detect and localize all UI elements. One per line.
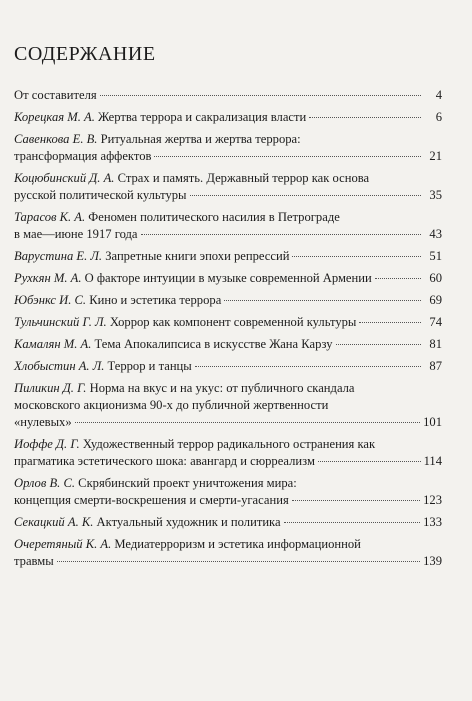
dot-leader xyxy=(292,256,421,257)
toc-entry xyxy=(14,170,442,204)
dot-leader xyxy=(141,234,422,235)
toc-page-number: 21 xyxy=(429,149,442,163)
toc-author: Рухкян М. А. xyxy=(14,271,82,285)
toc-entry-last-line xyxy=(14,292,442,309)
toc-entry xyxy=(14,270,442,287)
toc-entry-last-line xyxy=(14,514,442,531)
toc-entry xyxy=(14,292,442,309)
toc-entry-text xyxy=(14,453,315,470)
dot-leader xyxy=(195,366,421,367)
toc-title-text: прагматика эстетического шока: авангард и сюрреализм xyxy=(14,454,315,468)
toc-entry-last-line xyxy=(14,336,442,353)
toc-entry-text xyxy=(14,514,281,531)
table-of-contents xyxy=(14,87,442,570)
toc-entry-line xyxy=(14,397,442,414)
toc-title-text: в мае—июне 1917 года xyxy=(14,227,138,241)
toc-page-number: 4 xyxy=(435,88,442,102)
toc-title-text: Художественный террор радикального остранения как xyxy=(79,437,376,451)
toc-entry-last-line xyxy=(14,87,442,104)
toc-page-number: 139 xyxy=(423,554,442,568)
toc-title-text: Актуальный художник и политика xyxy=(93,515,281,529)
toc-entry xyxy=(14,109,442,126)
toc-author: Пиликин Д. Г. xyxy=(14,381,87,395)
toc-entry xyxy=(14,536,442,570)
toc-author: Тарасов К. А. xyxy=(14,210,86,224)
toc-entry-text xyxy=(14,270,372,287)
toc-title-text: Феномен политического насилия в Петрограде xyxy=(85,210,340,224)
dot-leader xyxy=(318,461,421,462)
toc-entry-last-line xyxy=(14,358,442,375)
toc-title-text: От составителя xyxy=(14,88,97,102)
toc-entry xyxy=(14,314,442,331)
dot-leader xyxy=(292,500,420,501)
toc-page-number: 69 xyxy=(429,293,442,307)
dot-leader xyxy=(57,561,420,562)
toc-author: Иоффе Д. Г. xyxy=(14,437,80,451)
toc-entry-line xyxy=(14,536,442,553)
dot-leader xyxy=(309,117,421,118)
toc-page-number: 81 xyxy=(429,337,442,351)
toc-page-number: 60 xyxy=(429,271,442,285)
toc-title-text: Жертва террора и сакрализация власти xyxy=(94,110,307,124)
toc-entry-last-line xyxy=(14,453,442,470)
dot-leader xyxy=(336,344,421,345)
toc-title-text: О факторе интуиции в музыке современной Армении xyxy=(81,271,372,285)
toc-entry-text xyxy=(14,187,187,204)
toc-entry xyxy=(14,248,442,265)
toc-title-text: «нулевых» xyxy=(14,415,72,429)
toc-title-text: Хоррор как компонент современной культуры xyxy=(106,315,357,329)
toc-title-text: Террор и танцы xyxy=(104,359,192,373)
dot-leader xyxy=(224,300,421,301)
toc-entry xyxy=(14,380,442,431)
toc-author: Корецкая М. А. xyxy=(14,110,95,124)
toc-entry-text xyxy=(14,248,289,265)
toc-page-number: 101 xyxy=(423,415,442,429)
toc-page-number: 6 xyxy=(435,110,442,124)
toc-title-text: трансформация аффектов xyxy=(14,149,152,163)
toc-entry xyxy=(14,514,442,531)
toc-entry-text xyxy=(14,292,221,309)
toc-author: Секацкий А. К. xyxy=(14,515,94,529)
toc-entry-text xyxy=(14,553,54,570)
toc-title-text: московского акционизма 90-х до публичной жертвенности xyxy=(14,398,329,412)
toc-title-text: Страх и память. Державный террор как основа xyxy=(114,171,370,185)
toc-title-text: Кино и эстетика террора xyxy=(86,293,222,307)
toc-entry-last-line xyxy=(14,414,442,431)
toc-entry-text xyxy=(14,314,356,331)
toc-title-text: Запретные книги эпохи репрессий xyxy=(102,249,290,263)
toc-page-number: 43 xyxy=(429,227,442,241)
toc-entry-line xyxy=(14,436,442,453)
toc-entry xyxy=(14,358,442,375)
toc-page-number: 35 xyxy=(429,188,442,202)
toc-title-text: Тема Апокалипсиса в искусстве Жана Карзу xyxy=(91,337,333,351)
toc-page-number: 133 xyxy=(423,515,442,529)
toc-page-number: 114 xyxy=(423,454,442,468)
toc-entry-text xyxy=(14,226,138,243)
toc-entry xyxy=(14,336,442,353)
toc-author: Хлобыстин А. Л. xyxy=(14,359,105,373)
toc-entry-line xyxy=(14,475,442,492)
toc-title-text: Скрябинский проект уничтожения мира: xyxy=(75,476,297,490)
toc-entry-last-line xyxy=(14,109,442,126)
toc-entry-line xyxy=(14,131,442,148)
toc-title-text: русской политической культуры xyxy=(14,188,187,202)
toc-entry-line xyxy=(14,380,442,397)
toc-entry-text xyxy=(14,492,289,509)
toc-entry-last-line xyxy=(14,270,442,287)
dot-leader xyxy=(284,522,421,523)
toc-entry-text xyxy=(14,336,333,353)
toc-entry-last-line xyxy=(14,248,442,265)
dot-leader xyxy=(154,156,421,157)
toc-entry-line xyxy=(14,209,442,226)
dot-leader xyxy=(375,278,421,279)
toc-page-number: 51 xyxy=(429,249,442,263)
toc-author: Коцюбинский Д. А. xyxy=(14,171,115,185)
toc-entry xyxy=(14,436,442,470)
toc-entry-text xyxy=(14,148,151,165)
dot-leader xyxy=(75,422,420,423)
toc-author: Юбэнкс И. С. xyxy=(14,293,87,307)
toc-page-number: 74 xyxy=(429,315,442,329)
toc-page-number: 123 xyxy=(423,493,442,507)
toc-entry-line xyxy=(14,170,442,187)
toc-author: Камалян М. А. xyxy=(14,337,92,351)
toc-author: Тульчинский Г. Л. xyxy=(14,315,107,329)
toc-title-text: травмы xyxy=(14,554,54,568)
toc-author: Савенкова Е. В. xyxy=(14,132,98,146)
toc-entry xyxy=(14,209,442,243)
toc-entry-last-line xyxy=(14,226,442,243)
toc-entry-text xyxy=(14,358,192,375)
toc-entry-last-line xyxy=(14,314,442,331)
page-title: СОДЕРЖАНИЕ xyxy=(14,43,156,65)
toc-page-number: 87 xyxy=(429,359,442,373)
toc-entry-last-line xyxy=(14,187,442,204)
dot-leader xyxy=(100,95,421,96)
toc-entry-text xyxy=(14,414,72,431)
toc-entry-text xyxy=(14,87,97,104)
toc-entry xyxy=(14,131,442,165)
toc-entry-last-line xyxy=(14,492,442,509)
toc-author: Варустина Е. Л. xyxy=(14,249,103,263)
toc-entry-last-line xyxy=(14,148,442,165)
toc-author: Орлов В. С. xyxy=(14,476,76,490)
toc-title-text: Норма на вкус и на укус: от публичного скандала xyxy=(86,381,355,395)
dot-leader xyxy=(190,195,421,196)
toc-title-text: концепция смерти-воскрешения и смерти-угасания xyxy=(14,493,289,507)
toc-entry xyxy=(14,87,442,104)
toc-entry xyxy=(14,475,442,509)
dot-leader xyxy=(359,322,421,323)
toc-entry-text xyxy=(14,109,306,126)
toc-entry-last-line xyxy=(14,553,442,570)
toc-title-text: Ритуальная жертва и жертва террора: xyxy=(97,132,301,146)
toc-author: Очеретяный К. А. xyxy=(14,537,112,551)
toc-title-text: Медиатерроризм и эстетика информационной xyxy=(111,537,361,551)
